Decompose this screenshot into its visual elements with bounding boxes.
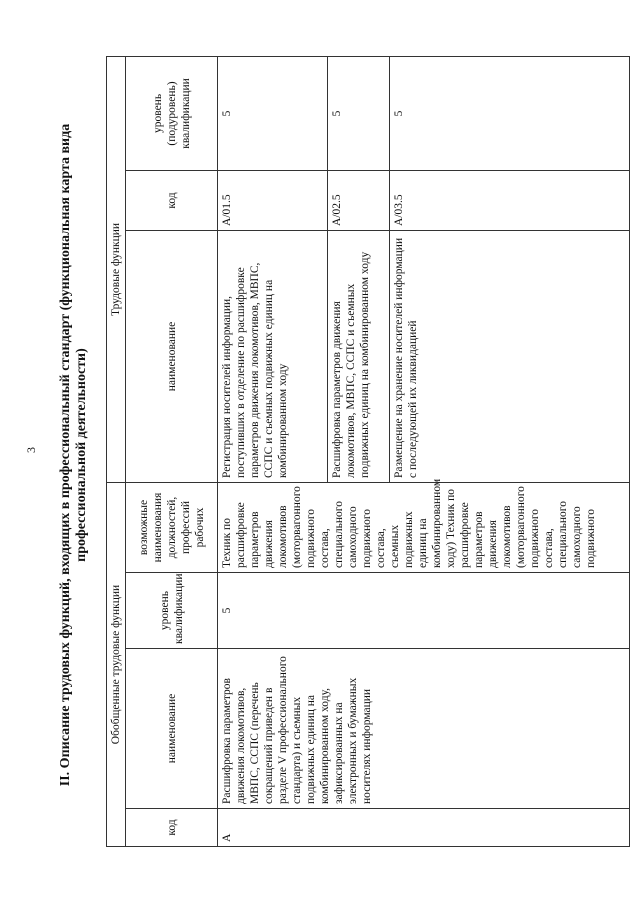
tf-level: 5	[390, 56, 630, 170]
header-code: код	[126, 809, 218, 847]
functional-map-table	[106, 56, 630, 847]
tf-name: Размещение на хранение носителей информации с последующей их ликвидацией	[390, 230, 630, 482]
section-title	[58, 75, 90, 835]
gf-possible-names: Техник по расшифровке параметров движения локомотивов (моторвагонного подвижного состава, специального самоходного подвижного состава, съемных подвижных единиц на комбинированном ходу) Техник по расшифровке параметров движения локомотивов (моторвагонного подвижного состава, специального самоходного подвижного	[218, 482, 630, 572]
header-row-group	[107, 56, 126, 846]
header-generalized: Обобщенные трудовые функции	[107, 482, 126, 846]
header-possible-names: возможные наименования должностей, профессий рабочих	[126, 482, 218, 572]
table-row	[218, 56, 328, 846]
header-row-columns	[126, 56, 218, 846]
gf-code: А	[218, 809, 630, 847]
tf-code: A/03.5	[390, 170, 630, 230]
section-title-line-2: профессиональной деятельности)	[74, 348, 89, 562]
tf-level: 5	[218, 56, 328, 170]
gf-level: 5	[218, 573, 630, 649]
header-name: наименование	[126, 649, 218, 809]
page-number: 3	[24, 447, 38, 453]
header-qual-level: уровень квалификации	[126, 573, 218, 649]
header-tf-code: код	[126, 170, 218, 230]
tf-name: Расшифровка параметров движения локомотивов, МВПС, ССПС и съемных подвижных единиц на комбинированном ходу	[328, 230, 390, 482]
tf-code: A/01.5	[218, 170, 328, 230]
header-tf-level: уровень (подуровень) квалификации	[126, 56, 218, 170]
header-tf-name: наименование	[126, 230, 218, 482]
section-title-line-1: II. Описание трудовых функций, входящих в профессиональный стандарт (функциональная карта вида	[58, 123, 73, 787]
header-labor: Трудовые функции	[107, 56, 126, 482]
tf-code: A/02.5	[328, 170, 390, 230]
gf-name: Расшифровка параметров движения локомотивов, МВПС, ССПС (перечень сокращений приведен в разделе V профессионального стандарта) и съемных подвижных единиц на комбинированном ходу, зафиксированных на электронных и бумажных носителях информации	[218, 649, 630, 809]
tf-level: 5	[328, 56, 390, 170]
tf-name: Регистрация носителей информации, поступивших в отделение по расшифровке параметров движения локомотивов, МВПС, ССПС и съемных подвижных единиц на комбинированном ходу	[218, 230, 328, 482]
